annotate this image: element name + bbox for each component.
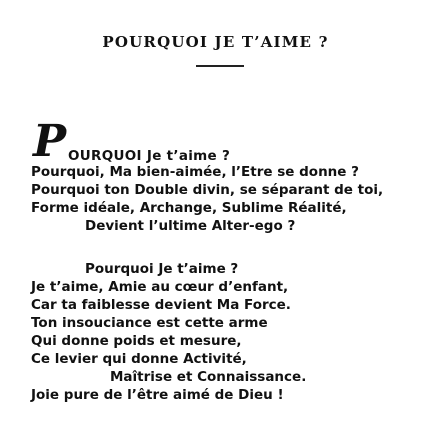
stanza2-line-5: Qui donne poids et mesure, [31,333,242,349]
first-line-rest: OURQUOI Je t’aime ? [68,148,231,164]
stanza1-line-4: Devient l’ultime Alter-ego ? [85,218,296,234]
stanza2-line-2: Je t’aime, Amie au cœur d’enfant, [31,279,289,295]
poem-title: POURQUOI JE T’AIME ? [102,33,329,51]
stanza1-line-1: Pourquoi, Ma bien-aimée, l’Etre se donne ? [31,164,359,180]
stanza2-line-7: Maîtrise et Connaissance. [110,369,307,385]
stanza2-line-4: Ton insouciance est cette arme [31,315,268,331]
stanza2-line-8: Joie pure de l’être aimé de Dieu ! [31,387,284,403]
stanza1-line-3: Forme idéale, Archange, Sublime Réalité, [31,200,347,216]
stanza1-line-2: Pourquoi ton Double divin, se séparant de toi, [31,182,384,198]
stanza2-line-6: Ce levier qui donne Activité, [31,351,247,367]
stanza2-line-1: Pourquoi Je t’aime ? [85,261,239,277]
drop-cap: P [33,116,67,167]
title-divider [196,65,244,67]
stanza2-line-3: Car ta faiblesse devient Ma Force. [31,297,291,313]
